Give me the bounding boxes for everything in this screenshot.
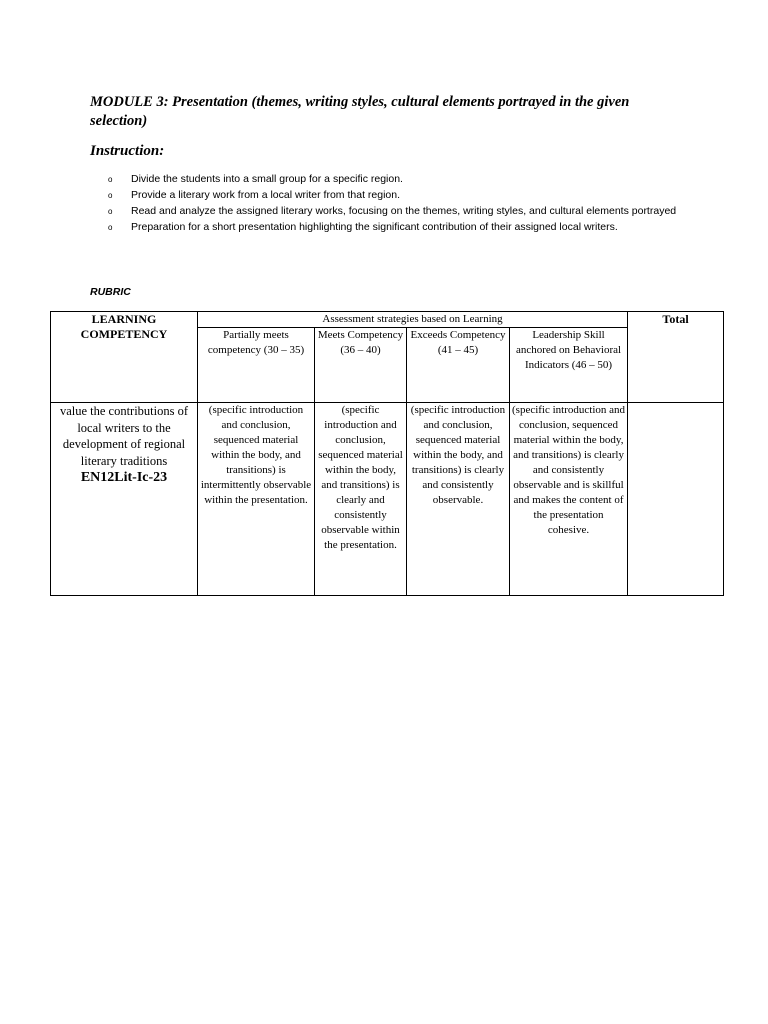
module-title: MODULE 3: Presentation (themes, writing styles, cultural elements portrayed in the given selection) bbox=[90, 94, 630, 129]
competency-text: value the contributions of local writers to the development of regional literary traditions bbox=[59, 404, 189, 468]
rubric-label: RUBRIC bbox=[90, 286, 131, 298]
table-header-row bbox=[51, 312, 724, 328]
list-item bbox=[108, 204, 688, 219]
criteria-cell-partially: (specific introduction and conclusion, sequenced material within the body, and transitions) is intermittently observable within the presentation. bbox=[198, 403, 315, 596]
table-row bbox=[51, 403, 724, 596]
list-item bbox=[108, 220, 688, 235]
instruction-heading: Instruction: bbox=[90, 143, 165, 159]
bullet-icon: o bbox=[108, 175, 113, 184]
bullet-icon: o bbox=[108, 191, 113, 200]
assessment-header: Assessment strategies based on Learning bbox=[198, 312, 628, 328]
level-header-leadership: Leadership Skill anchored on Behavioral Indicators (46 – 50) bbox=[510, 328, 628, 403]
criteria-cell-leadership: (specific introduction and conclusion, sequenced material within the body, and transitions) is clearly and consistently observable and is skillful and makes the content of the presentation cohesive. bbox=[510, 403, 628, 596]
bullet-icon: o bbox=[108, 207, 113, 216]
level-header-meets: Meets Competency (36 – 40) bbox=[315, 328, 407, 403]
total-header: Total bbox=[628, 312, 724, 403]
competency-cell bbox=[51, 403, 198, 596]
level-header-exceeds: Exceeds Competency (41 – 45) bbox=[407, 328, 510, 403]
bullet-icon: o bbox=[108, 223, 113, 232]
criteria-cell-meets: (specific introduction and conclusion, sequenced material within the body, and transitions) is clearly and consistently observable within the presentation. bbox=[315, 403, 407, 596]
competency-code: EN12Lit-Ic-23 bbox=[80, 470, 168, 485]
learning-competency-header: LEARNING COMPETENCY bbox=[51, 312, 198, 403]
list-item-text: Read and analyze the assigned literary works, focusing on the themes, writing styles, and cultural elements portrayed bbox=[131, 205, 677, 217]
list-item bbox=[108, 188, 688, 203]
level-header-partially: Partially meets competency (30 – 35) bbox=[198, 328, 315, 403]
list-item bbox=[108, 172, 688, 187]
rubric-table bbox=[50, 311, 724, 596]
instruction-list bbox=[108, 172, 688, 236]
total-cell bbox=[628, 403, 724, 596]
list-item-text: Provide a literary work from a local writer from that region. bbox=[131, 189, 401, 201]
list-item-text: Divide the students into a small group for a specific region. bbox=[131, 173, 403, 185]
criteria-cell-exceeds: (specific introduction and conclusion, sequenced material within the body, and transitions) is clearly and consistently observable. bbox=[407, 403, 510, 596]
list-item-text: Preparation for a short presentation highlighting the significant contribution of their assigned local writers. bbox=[131, 221, 618, 233]
